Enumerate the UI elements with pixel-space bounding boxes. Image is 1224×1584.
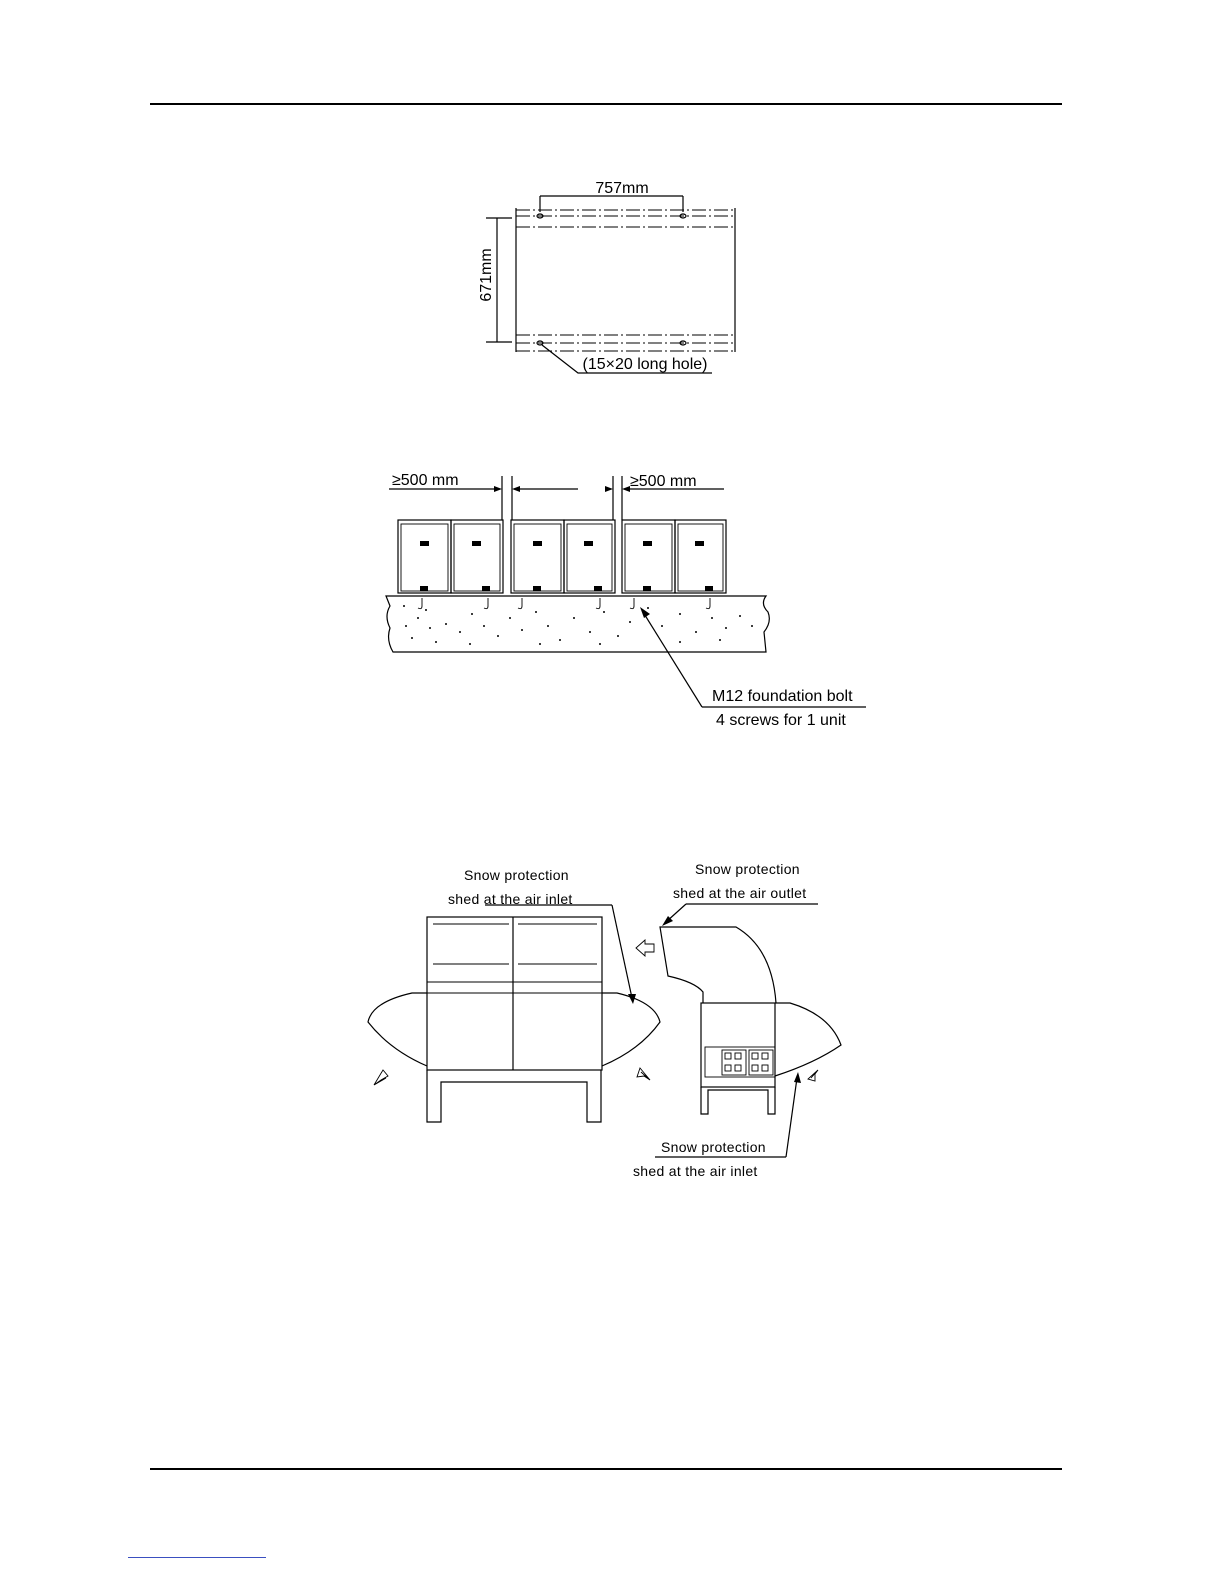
gap-left-label: ≥500 mm — [392, 472, 459, 489]
outlet-shed — [660, 927, 776, 1003]
outlet-leader — [662, 904, 818, 926]
inlet-top-label-line2: shed at the air inlet — [448, 891, 573, 907]
height-dimension-label: 671mm — [478, 248, 495, 302]
outlet-label-line2: shed at the air outlet — [673, 885, 807, 901]
inlet-bottom-label-line2: shed at the air inlet — [633, 1163, 758, 1179]
inlet-top-label-line1: Snow protection — [464, 867, 569, 883]
front-shed-left — [368, 993, 427, 1066]
outlet-label-line1: Snow protection — [695, 861, 800, 877]
bolt-label-line1: M12 foundation bolt — [712, 688, 853, 705]
bolt-label-line2: 4 screws for 1 unit — [716, 712, 846, 729]
hole-label: (15×20 long hole) — [582, 356, 708, 373]
inlet-bottom-label-line1: Snow protection — [661, 1139, 766, 1155]
width-dimension-label: 757mm — [595, 180, 649, 197]
side-inlet-shed — [775, 1003, 841, 1076]
inlet-top-leader — [485, 905, 636, 1004]
gap-right-label: ≥500 mm — [630, 473, 697, 490]
side-inlet-arrow-icon — [808, 1070, 818, 1081]
front-view-unit — [427, 917, 602, 1122]
side-view-unit — [701, 1003, 775, 1114]
front-shed-right — [602, 993, 660, 1066]
outlet-arrow-icon — [636, 940, 654, 956]
